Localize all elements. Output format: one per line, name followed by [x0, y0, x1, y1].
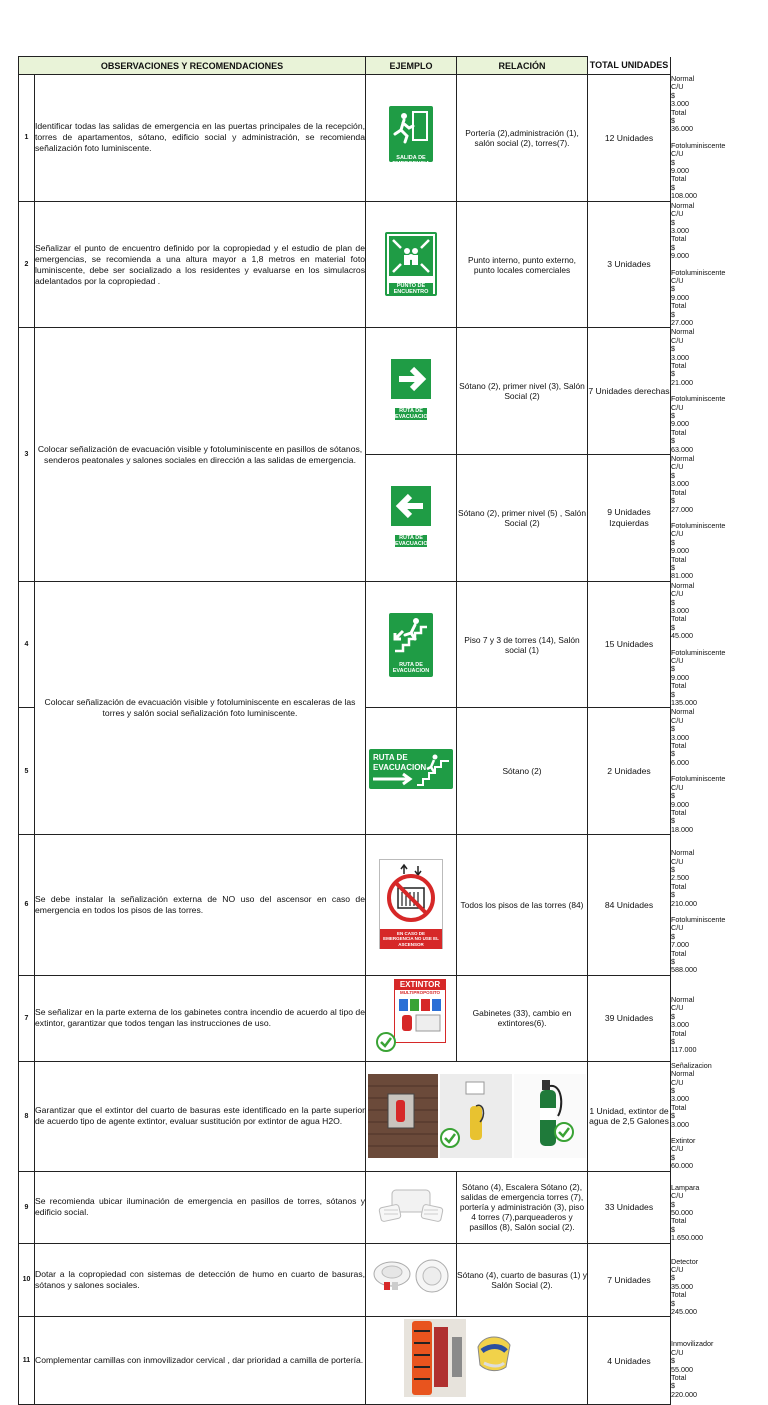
extinguisher-sign-title: EXTINTOR — [395, 980, 445, 990]
check-icon — [376, 1032, 396, 1052]
table-row: RUTA DE EVACUACION Sótano (2), primer nivel (5) , Salón Social (2) 9 Unidades Izquierdas Normal C/U $ 3.000 Total $ 27.000 Fotoluminiscente C/U $ 9.000 Total $ 81.000 — [19, 455, 671, 582]
example-cell — [366, 1243, 457, 1317]
emergency-light-icon — [376, 1180, 446, 1230]
meeting-point-sign-icon — [385, 232, 437, 296]
total-units: 7 Unidades derechas — [588, 328, 671, 455]
relation-text: Sótano (4), cuarto de basuras (1) y Salón Social (2). — [457, 1243, 588, 1317]
example-cell — [366, 455, 457, 582]
smoke-detector-icon — [368, 1252, 454, 1302]
example-cell — [366, 201, 457, 328]
arrow-right-sign-icon — [391, 359, 432, 421]
total-units: 4 Unidades — [588, 1317, 671, 1405]
relation-text: Piso 7 y 3 de torres (14), Salón social (1) — [457, 581, 588, 708]
arrow-left-sign-icon — [391, 486, 432, 547]
extinguisher-photos-icon — [366, 1072, 588, 1160]
header-ejemplo: EJEMPLO — [366, 57, 457, 75]
total-units: 39 Unidades — [588, 975, 671, 1061]
evacuation-route-caption: RUTA DE EVACUACION — [395, 408, 432, 421]
total-units: 3 Unidades — [588, 201, 671, 328]
total-units: 1 Unidad, extintor de agua de 2,5 Galones — [588, 1061, 671, 1171]
recommendations-table — [18, 56, 726, 1405]
no-elevator-sign-icon — [379, 859, 443, 949]
table-row: 7 Se señalizar en la parte externa de los gabinetes contra incendio de acuerdo al tipo de extintor, garantizar que todos tengan las instrucciones de uso. EXTINTOR MULTIPROPOSITO Gabinetes (33), cambio en extintores(6). 39 Unidades Normal C/U $ 3.000 Total $ 117.000 — [19, 975, 671, 1061]
header-observaciones: OBSERVACIONES Y RECOMENDACIONES — [19, 57, 366, 75]
table-row: 4 Colocar señalización de evacuación visible y fotoluminiscente en escaleras de las torres y salón social señalización foto luminiscente. RUTA DE EVACUACION Piso 7 y 3 de torres (14), Salón social (1) 15 Unidades Normal C/U $ 3.000 Total $ 45.000 Fotoluminiscente C/U $ 9.000 Total $ 135.000 — [19, 581, 671, 708]
row-number: 2 — [19, 201, 35, 328]
row-number: 3 — [19, 328, 35, 581]
row-number: 7 — [19, 975, 35, 1061]
relation-text: Punto interno, punto externo, punto locales comerciales — [457, 201, 588, 328]
table-row: 5 RUTA DE EVACUACION Sótano (2) 2 Unidades Normal C/U $ 3.000 Total $ 6.000 Fotoluminiscente C/U $ 9.000 Total $ 18.000 — [19, 708, 671, 835]
table-row: 1 Identificar todas las salidas de emergencia en las puertas principales de la recepción, torres de apartamentos, sótano, edificio social y administración, se recomienda señalización foto luminiscente. SALIDA DE EMERGENCIA Portería (2),administración (1), salón social (2), torres(7). 12 Unidades Normal C/U $ 3.000 Total $ 36.000 Fotoluminiscente C/U $ 9.000 Total $ 108.000 — [19, 75, 671, 202]
total-units: 33 Unidades — [588, 1171, 671, 1243]
stairs-evacuation-sign-icon — [389, 613, 433, 677]
row-number: 9 — [19, 1171, 35, 1243]
table-row: 8 Garantizar que el extintor del cuarto de basuras este identificado en la parte superior de acuerdo tipo de agente extintor, evaluar sustitución por extintor de agua H2O. 1 Unidad, extintor de agua de 2,5 Galones Señalizacion Normal C/U $ 3.000 Total $ 3.000 Extintor C/U $ 60.000 — [19, 1061, 671, 1171]
row-number: 5 — [19, 708, 35, 835]
observation-text: Colocar señalización de evacuación visible y fotoluminiscente en escaleras de las torres y salón social señalización foto luminiscente. — [35, 581, 366, 834]
example-cell — [366, 975, 457, 1061]
observation-text: Colocar señalización de evacuación visible y fotoluminiscente en pasillos de sótanos, senderos peatonales y salones sociales en dirección a las salidas de emergencia. — [35, 328, 366, 581]
observation-text: Identificar todas las salidas de emergencia en las puertas principales de la recepción, torres de apartamentos, sótano, edificio social y administración, se recomienda señalización foto luminiscente. — [35, 75, 366, 202]
check-icon — [440, 1128, 460, 1148]
total-units: 7 Unidades — [588, 1243, 671, 1317]
observation-text: Dotar a la copropiedad con sistemas de detección de humo en cuarto de basuras, sótanos y salones sociales. — [35, 1243, 366, 1317]
total-units: 9 Unidades Izquierdas — [588, 455, 671, 582]
relation-text: Portería (2),administración (1), salón social (2), torres(7). — [457, 75, 588, 202]
relation-text: Sótano (2), primer nivel (3), Salón Social (2) — [457, 328, 588, 455]
observation-text: Complementar camillas con inmovilizador cervical , dar prioridad a camilla de portería. — [35, 1317, 366, 1405]
relation-text: Sótano (4), Escalera Sótano (2), salidas de emergencia torres (7), portería y administración (3), piso 4 torres (7),parqueaderos y pasillos (8), Salón social (2). — [457, 1171, 588, 1243]
evacuation-route-banner-icon — [369, 749, 453, 789]
example-cell — [366, 835, 457, 976]
observation-text: Garantizar que el extintor del cuarto de basuras este identificado en la parte superior de acuerdo tipo de agente extintor, evaluar sustitución por extintor de agua H2O. — [35, 1061, 366, 1171]
row-number: 10 — [19, 1243, 35, 1317]
table-row: 11 Complementar camillas con inmovilizador cervical , dar prioridad a camilla de portería. 4 Unidades Inmovilizador C/U $ 55.000 Total $ 220.000 — [19, 1317, 671, 1405]
observation-text: Señalizar el punto de encuentro definido por la copropiedad y el estudio de plan de emergencias, se recomienda a una altura mayor a 1,8 metros en material foto luminiscente, debe ser socializado a los residentes y evaluarse en los simulacros adelantados por la copropiedad . — [35, 201, 366, 328]
total-units: 2 Unidades — [588, 708, 671, 835]
exit-sign-caption: SALIDA DE EMERGENCIA — [392, 154, 430, 167]
relation-text: Gabinetes (33), cambio en extintores(6). — [457, 975, 588, 1061]
evacuation-route-caption: RUTA DE EVACUACION — [395, 534, 432, 547]
example-cell — [366, 328, 457, 455]
observation-text: Se señalizar en la parte externa de los gabinetes contra incendio de acuerdo al tipo de extintor, garantizar que todos tengan las instrucciones de uso. — [35, 975, 366, 1061]
header-relacion: RELACIÓN — [457, 57, 588, 75]
row-number: 1 — [19, 75, 35, 202]
relation-text: Sótano (2) — [457, 708, 588, 835]
example-cell — [366, 75, 457, 202]
table-row: 10 Dotar a la copropiedad con sistemas de detección de humo en cuarto de basuras, sótanos y salones sociales. Sótano (4), cuarto de basuras (1) y Salón Social (2). 7 Unidades Detector C/U $ 35.000 Total $ 245.000 — [19, 1243, 671, 1317]
total-units: 12 Unidades — [588, 75, 671, 202]
example-cell — [366, 581, 457, 708]
example-cell — [366, 1317, 588, 1405]
example-cell — [366, 708, 457, 835]
table-row: 3 Colocar señalización de evacuación visible y fotoluminiscente en pasillos de sótanos, senderos peatonales y salones sociales en dirección a las salidas de emergencia. RUTA DE EVACUACION Sótano (2), primer nivel (3), Salón Social (2) 7 Unidades derechas Normal C/U $ 3.000 Total $ 21.000 Fotoluminiscente C/U $ 9.000 Total $ 63.000 — [19, 328, 671, 455]
observation-text: Se recomienda ubicar iluminación de emergencia en pasillos de torres, sótanos y edificio social. — [35, 1171, 366, 1243]
header-total-unidades: TOTAL UNIDADES — [588, 57, 671, 75]
example-photos — [366, 1061, 588, 1171]
total-units: 15 Unidades — [588, 581, 671, 708]
evacuation-route-caption: RUTA DE EVACUACION — [392, 661, 430, 674]
observation-text: Se debe instalar la señalización externa de NO uso del ascensor en caso de emergencia en todos los pisos de las torres. — [35, 835, 366, 976]
svg-text:EVACUACION: EVACUACION — [373, 762, 427, 772]
stretcher-and-collar-icon — [366, 1317, 516, 1399]
check-icon — [554, 1122, 574, 1142]
row-number: 8 — [19, 1061, 35, 1171]
extinguisher-sign-group — [376, 976, 446, 1056]
table-row: 6 Se debe instalar la señalización externa de NO uso del ascensor en caso de emergencia en todos los pisos de las torres. EN CASO DE EMERGENCIA NO USE EL ASCENSOR Todos los pisos de las torres (84) 84 Unidades Normal C/U $ 2.500 Total $ 210.000 Fotoluminiscente C/U $ 7.000 Total $ 588.000 — [19, 835, 671, 976]
row-number: 6 — [19, 835, 35, 976]
exit-sign-icon — [389, 106, 433, 167]
extinguisher-sign-icon — [394, 979, 446, 1043]
svg-text:RUTA DE: RUTA DE — [373, 752, 408, 762]
table-row: 9 Se recomienda ubicar iluminación de emergencia en pasillos de torres, sótanos y edificio social. Sótano (4), Escalera Sótano (2), salidas de emergencia torres (7), portería y administración (3), piso 4 torres (7),parqueaderos y pasillos (8), Salón social (2). 33 Unidades Lampara C/U $ 50.000 Total $ 1.650.000 — [19, 1171, 671, 1243]
relation-text: Sótano (2), primer nivel (5) , Salón Social (2) — [457, 455, 588, 582]
row-number: 4 — [19, 581, 35, 708]
no-elevator-caption: EN CASO DE EMERGENCIA NO USE EL ASCENSOR — [380, 929, 442, 950]
table-row: 2 Señalizar el punto de encuentro definido por la copropiedad y el estudio de plan de emergencias, se recomienda a una altura mayor a 1,8 metros en material foto luminiscente, debe ser socializado a los residentes y evaluarse en los simulacros adelantados por la copropiedad . PUNTO DE ENCUENTRO Punto interno, punto externo, punto locales comerciales 3 Unidades Normal C/U $ 3.000 Total $ 9.000 Fotoluminiscente C/U $ 9.000 Total $ 27.000 — [19, 201, 671, 328]
row-number: 11 — [19, 1317, 35, 1405]
relation-text: Todos los pisos de las torres (84) — [457, 835, 588, 976]
example-cell — [366, 1171, 457, 1243]
extinguisher-sign-subtitle: MULTIPROPOSITO — [399, 989, 441, 995]
meeting-point-caption: PUNTO DE ENCUENTRO — [389, 283, 433, 295]
total-units: 84 Unidades — [588, 835, 671, 976]
